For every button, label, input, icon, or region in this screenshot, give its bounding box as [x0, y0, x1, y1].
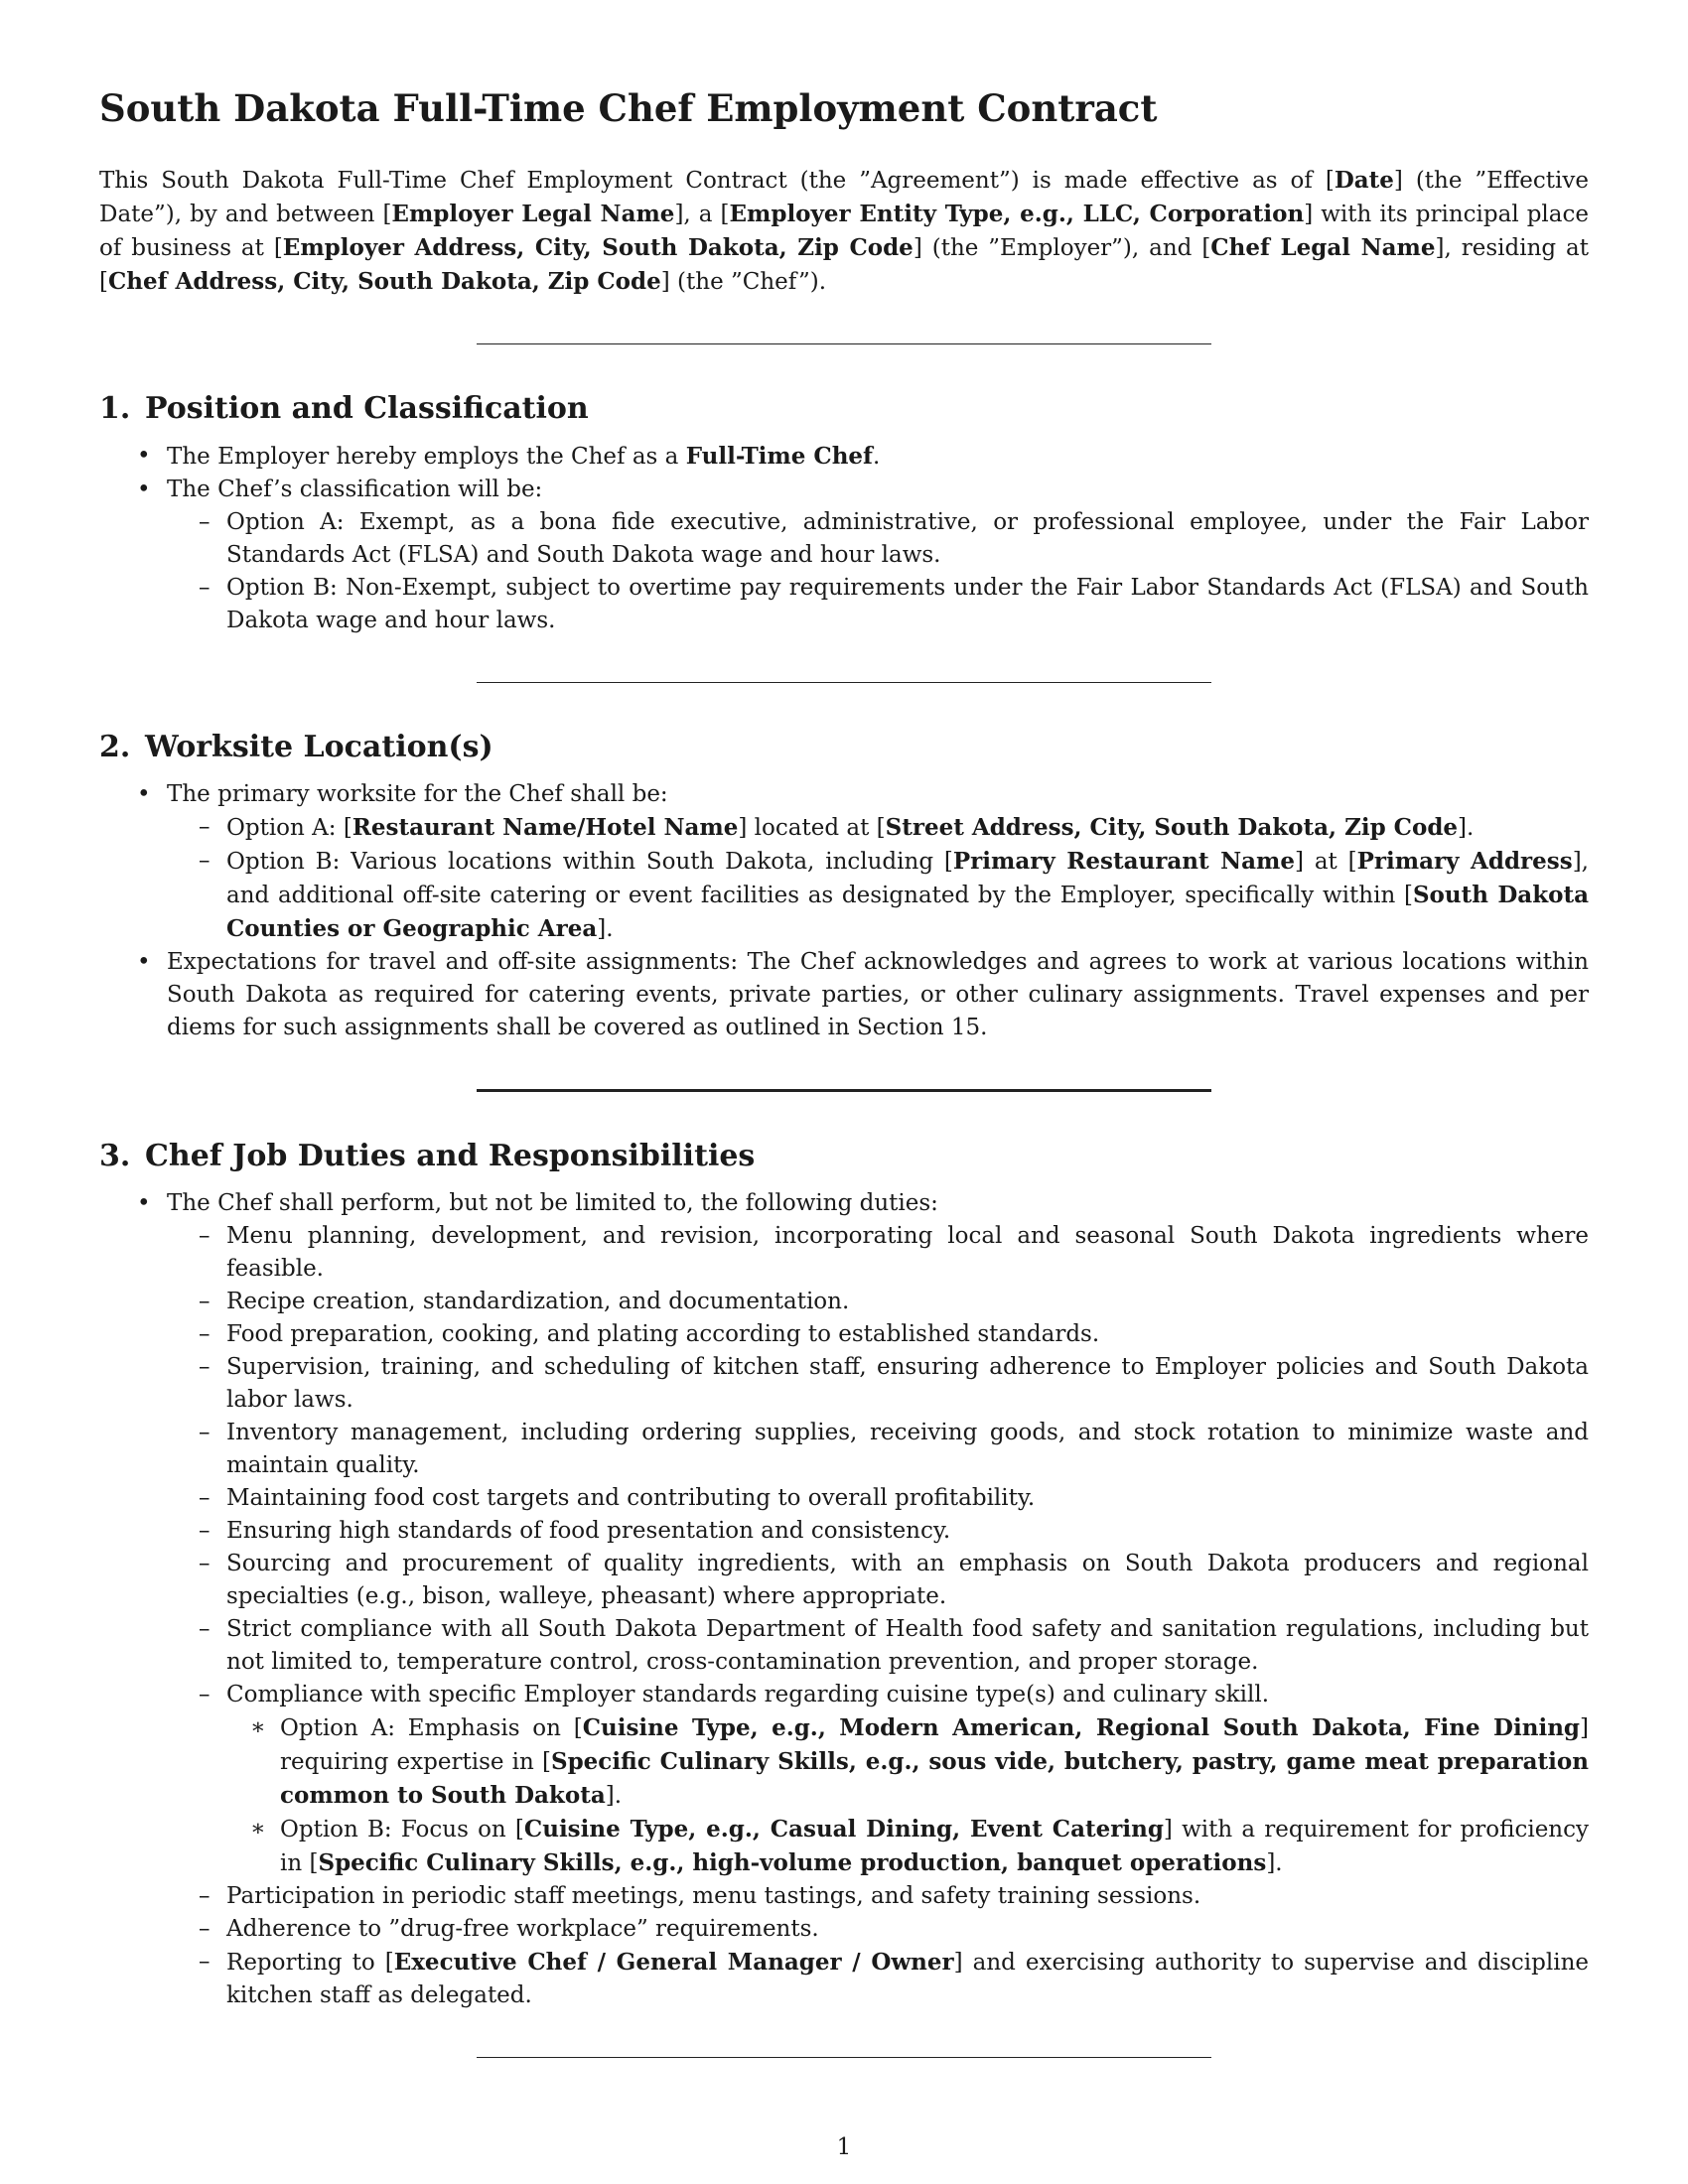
placeholder-field: Cuisine Type, e.g., Modern American, Regional South Dakota, Fine Dining — [582, 1714, 1581, 1742]
section-number: 2. — [99, 730, 131, 765]
text-run: ] (the ”Chef”). — [660, 269, 827, 296]
text-run: ] at [ — [1295, 849, 1357, 876]
placeholder-field: Employer Address, City, South Dakota, Zip Code — [282, 234, 914, 262]
text-run: ]. — [597, 916, 614, 943]
text-run: Supervision, training, and scheduling of kitchen staff, ensuring adherence to Employer policies and South Dakota labor laws. — [226, 1354, 1589, 1414]
list-level-3 — [226, 1711, 1589, 1880]
section-heading — [99, 1137, 1589, 1175]
list-level-2 — [167, 506, 1589, 637]
placeholder-field: Chef Address, City, South Dakota, Zip Code — [107, 268, 661, 296]
list-item — [99, 811, 1589, 845]
section-title: Worksite Location(s) — [145, 730, 493, 765]
intro-paragraph — [99, 164, 1589, 299]
list-item — [99, 1187, 1589, 2012]
text-run: Option B: Various locations within South Dakota, including [ — [226, 849, 953, 876]
list-item — [99, 1813, 1589, 1880]
placeholder-field: Date — [1334, 167, 1394, 195]
text-run: The Employer hereby employs the Chef as a — [167, 444, 686, 471]
list-item — [99, 845, 1589, 946]
placeholder-field: South Dakota Counties or Geographic Area — [226, 882, 1589, 943]
placeholder-field: Chef Legal Name — [1210, 234, 1436, 262]
list-level-2 — [167, 811, 1589, 946]
list-item — [99, 506, 1589, 572]
text-run: ], a [ — [674, 202, 730, 228]
text-run: Recipe creation, standardization, and documentation. — [226, 1289, 850, 1315]
list-level-2 — [167, 1220, 1589, 2012]
list-item — [99, 474, 1589, 637]
divider — [477, 2057, 1211, 2058]
text-run: ] requiring expertise in [ — [280, 1715, 1589, 1776]
text-run: This South Dakota Full-Time Chef Employment Contract (the ”Agreement”) is made effective as of [ — [99, 168, 1335, 195]
list-level-1 — [99, 778, 1589, 1044]
section-number: 3. — [99, 1139, 131, 1174]
text-run: Strict compliance with all South Dakota Department of Health food safety and sanitation regulations, including but not limited to, temperature control, cross-contamination prevention, and proper storage. — [226, 1616, 1589, 1676]
text-run: ]. — [605, 1783, 623, 1810]
text-run: ] with a requirement for proficiency in [ — [280, 1817, 1589, 1877]
list-item — [99, 440, 1589, 474]
document-page — [99, 85, 1589, 2058]
sections — [99, 389, 1589, 2058]
text-run: Option A: Emphasis on [ — [280, 1715, 583, 1742]
list-item — [99, 1946, 1589, 2012]
placeholder-field: Employer Entity Type, e.g., LLC, Corporation — [729, 201, 1305, 228]
text-run: Option B: Focus on [ — [280, 1817, 524, 1843]
placeholder-field: Street Address, City, South Dakota, Zip Code — [885, 814, 1459, 842]
list-item — [99, 1679, 1589, 1880]
list-item — [99, 1286, 1589, 1318]
text-run: ] (the ”Effective Date”), by and between [ — [99, 168, 1589, 228]
text-run: The Chef’s classification will be: — [167, 477, 543, 503]
list-item — [99, 1351, 1589, 1417]
text-run: Expectations for travel and off-site assignments: The Chef acknowledges and agrees to work at various locations within South Dakota as required for catering events, private parties, or other culinary assignments. Travel expenses and per diems for such assignments shall be covered as outlined in Section 15. — [167, 949, 1589, 1041]
page-number: 1 — [836, 2134, 852, 2160]
list-item — [99, 778, 1589, 946]
text-run: Ensuring high standards of food presentation and consistency. — [226, 1518, 951, 1545]
text-run: ]. — [1458, 815, 1475, 842]
placeholder-field: Restaurant Name/Hotel Name — [352, 814, 739, 842]
list-item — [99, 1913, 1589, 1946]
text-run: Food preparation, cooking, and plating according to established standards. — [226, 1321, 1100, 1348]
list-level-1 — [99, 440, 1589, 637]
text-run: ]. — [1266, 1850, 1283, 1877]
section-heading — [99, 389, 1589, 428]
text-run: Option A: [ — [226, 815, 352, 842]
list-item — [99, 946, 1589, 1044]
text-run: ] located at [ — [738, 815, 886, 842]
text-run: Inventory management, including ordering supplies, receiving goods, and stock rotation to minimize waste and maintain quality. — [226, 1420, 1589, 1479]
list-item — [99, 1318, 1589, 1351]
list-level-1 — [99, 1187, 1589, 2012]
list-item — [99, 1880, 1589, 1913]
placeholder-field: Full-Time Chef — [685, 443, 873, 471]
text-run: ], and additional off-site catering or event facilities as designated by the Employer, specifically within [ — [226, 849, 1589, 909]
text-run: Sourcing and procurement of quality ingredients, with an emphasis on South Dakota producers and regional specialties (e.g., bison, walleye, pheasant) where appropriate. — [226, 1551, 1589, 1610]
section-title: Chef Job Duties and Responsibilities — [145, 1139, 756, 1174]
list-item — [99, 1482, 1589, 1515]
list-item — [99, 572, 1589, 637]
text-run: ] (the ”Employer”), and [ — [913, 235, 1211, 262]
placeholder-field: Specific Culinary Skills, e.g., sous vide, butchery, pastry, game meat preparation common to South Dakota — [280, 1748, 1589, 1810]
text-run: Participation in periodic staff meetings, menu tastings, and safety training sessions. — [226, 1883, 1201, 1910]
text-run: Option A: Exempt, as a bona fide executive, administrative, or professional employee, under the Fair Labor Standards Act (FLSA) and South Dakota wage and hour laws. — [226, 509, 1589, 569]
placeholder-field: Primary Restaurant Name — [952, 848, 1296, 876]
text-run: Reporting to [ — [226, 1950, 394, 1977]
text-run: Menu planning, development, and revision, incorporating local and seasonal South Dakota ingredients where feasible. — [226, 1223, 1589, 1283]
text-run: ] and exercising authority to supervise and discipline kitchen staff as delegated. — [226, 1950, 1589, 2009]
list-item — [99, 1711, 1589, 1813]
section-heading — [99, 728, 1589, 766]
placeholder-field: Specific Culinary Skills, e.g., high-volume production, banquet operations — [318, 1849, 1267, 1877]
text-run: The Chef shall perform, but not be limited to, the following duties: — [167, 1190, 938, 1217]
text-run: ] with its principal place of business at [ — [99, 202, 1589, 262]
list-item — [99, 1613, 1589, 1679]
section-number: 1. — [99, 391, 131, 427]
text-run: ], residing at [ — [99, 235, 1590, 296]
divider — [477, 1089, 1211, 1092]
placeholder-field: Cuisine Type, e.g., Casual Dining, Event Catering — [523, 1816, 1164, 1843]
text-run: Maintaining food cost targets and contributing to overall profitability. — [226, 1485, 1036, 1512]
document-title: South Dakota Full-Time Chef Employment Contract — [99, 86, 1158, 130]
divider — [477, 682, 1211, 683]
text-run: Compliance with specific Employer standards regarding cuisine type(s) and culinary skill. — [226, 1682, 1270, 1708]
text-run: The primary worksite for the Chef shall be: — [167, 781, 668, 808]
placeholder-field: Executive Chef / General Manager / Owner — [393, 1949, 954, 1977]
list-item — [99, 1548, 1589, 1613]
list-item — [99, 1220, 1589, 1286]
text-run: Adherence to ”drug-free workplace” requirements. — [226, 1916, 819, 1943]
list-item — [99, 1417, 1589, 1482]
list-item — [99, 1515, 1589, 1548]
divider — [477, 343, 1211, 344]
text-run: Option B: Non-Exempt, subject to overtime pay requirements under the Fair Labor Standards Act (FLSA) and South Dakota wage and hour laws. — [226, 575, 1589, 634]
placeholder-field: Employer Legal Name — [391, 201, 675, 228]
section-title: Position and Classification — [145, 391, 589, 427]
placeholder-field: Primary Address — [1356, 848, 1573, 876]
text-run: . — [872, 444, 881, 471]
